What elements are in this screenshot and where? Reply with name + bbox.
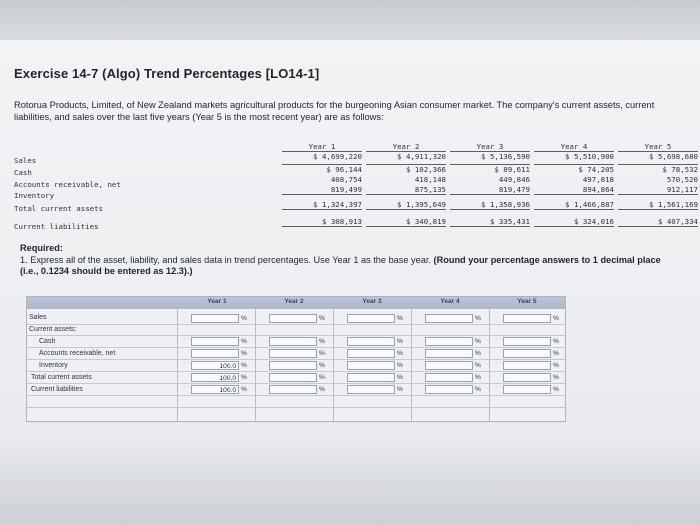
cell: $ 5,510,900: [565, 152, 614, 161]
percent-sign: %: [241, 374, 247, 381]
receivables-year5-input[interactable]: [503, 349, 551, 358]
cell: 912,117: [618, 185, 698, 195]
grid-header-year: Year 5: [517, 298, 537, 305]
year-header: Year 3: [450, 142, 530, 152]
receivables-year2-input[interactable]: [269, 349, 317, 358]
column-divider: [489, 309, 490, 421]
row-label: Cash: [14, 168, 32, 177]
grid-header-year: Year 4: [440, 298, 460, 305]
cell: $ 102,366: [366, 164, 446, 174]
percent-sign: %: [553, 315, 559, 322]
current-liabilities-year4-input[interactable]: [425, 385, 473, 394]
trend-percentage-grid: [26, 296, 566, 422]
inventory-year2-input[interactable]: [269, 361, 317, 370]
percent-sign: %: [397, 350, 403, 357]
row-label: Inventory: [14, 191, 55, 200]
percent-sign: %: [553, 374, 559, 381]
required-instructions: [20, 243, 680, 278]
cell: $ 1,358,936: [450, 200, 530, 210]
percent-sign: %: [475, 350, 481, 357]
row-label: Accounts receivable, net: [14, 180, 121, 189]
percent-sign: %: [475, 386, 481, 393]
row-label: Total current assets: [14, 204, 103, 213]
receivables-year3-input[interactable]: [347, 349, 395, 358]
grid-row-label: Total current assets: [31, 374, 92, 381]
grid-row-label: Accounts receivable, net: [39, 350, 116, 357]
percent-sign: %: [241, 338, 247, 345]
percent-sign: %: [241, 362, 247, 369]
percent-sign: %: [319, 374, 325, 381]
cell: 894,864: [534, 185, 614, 195]
percent-sign: %: [241, 315, 247, 322]
cell: $ 4,699,220: [313, 152, 362, 161]
cell: 418,148: [414, 175, 446, 184]
percent-sign: %: [553, 386, 559, 393]
bottom-shadow: [0, 440, 700, 525]
receivables-year4-input[interactable]: [425, 349, 473, 358]
percent-sign: %: [397, 338, 403, 345]
top-margin: [0, 0, 700, 40]
cell: $ 1,395,649: [366, 200, 446, 210]
cell: $ 5,136,590: [481, 152, 530, 161]
sales-year5-input[interactable]: [503, 314, 551, 323]
cell: $ 4,911,320: [397, 152, 446, 161]
cell: $ 74,205: [534, 164, 614, 174]
percent-sign: %: [241, 386, 247, 393]
sales-year4-input[interactable]: [425, 314, 473, 323]
cell: $ 308,913: [282, 217, 362, 227]
current-liabilities-year1-input[interactable]: 100.0: [191, 385, 239, 394]
cell: $ 340,819: [366, 217, 446, 227]
cell: $ 1,466,887: [534, 200, 614, 210]
row-divider: [27, 359, 565, 360]
sales-year1-input[interactable]: [191, 314, 239, 323]
column-divider: [255, 309, 256, 421]
required-text: 1. Express all of the asset, liability, and sales data in trend percentages. Use Year 1 as the base year.: [20, 254, 431, 265]
percent-sign: %: [319, 386, 325, 393]
inventory-year4-input[interactable]: [425, 361, 473, 370]
grid-header-year: Year 2: [284, 298, 304, 305]
percent-sign: %: [397, 386, 403, 393]
inventory-year3-input[interactable]: [347, 361, 395, 370]
cell: $ 78,532: [618, 164, 698, 174]
cell: 497,818: [582, 175, 614, 184]
grid-header-year: Year 3: [362, 298, 382, 305]
cell: 875,135: [366, 185, 446, 195]
grid-row-label: Current assets:: [29, 326, 77, 333]
cash-year3-input[interactable]: [347, 337, 395, 346]
row-label: Sales: [14, 156, 37, 165]
percent-sign: %: [475, 315, 481, 322]
row-divider: [27, 395, 565, 396]
row-label: Current liabilities: [14, 222, 99, 231]
cell: 408,754: [330, 175, 362, 184]
total-current-assets-year2-input[interactable]: [269, 373, 317, 382]
exercise-title: Exercise 14-7 (Algo) Trend Percentages [LO14-1]: [14, 66, 320, 81]
receivables-year1-input[interactable]: [191, 349, 239, 358]
percent-sign: %: [475, 362, 481, 369]
column-divider: [333, 309, 334, 421]
cell: $ 335,431: [450, 217, 530, 227]
grid-row-label: Current liabilities: [31, 386, 83, 393]
sales-year3-input[interactable]: [347, 314, 395, 323]
row-divider: [27, 324, 565, 325]
inventory-year5-input[interactable]: [503, 361, 551, 370]
cell: 570,520: [666, 175, 698, 184]
inventory-year1-input[interactable]: 100.0: [191, 361, 239, 370]
percent-sign: %: [319, 350, 325, 357]
row-divider: [27, 347, 565, 348]
cell: $ 5,698,680: [649, 152, 698, 161]
cash-year4-input[interactable]: [425, 337, 473, 346]
cell: 449,846: [498, 175, 530, 184]
grid-row-label: Cash: [39, 338, 56, 345]
column-divider: [177, 309, 178, 421]
cell: $ 89,611: [450, 164, 530, 174]
percent-sign: %: [397, 374, 403, 381]
percent-sign: %: [553, 362, 559, 369]
percent-sign: %: [475, 374, 481, 381]
year-header: Year 4: [534, 142, 614, 152]
grid-row-label: Sales: [29, 314, 47, 321]
percent-sign: %: [397, 315, 403, 322]
total-current-assets-year5-input[interactable]: [503, 373, 551, 382]
problem-intro: Rotorua Products, Limited, of New Zealand markets agricultural products for the burgeoning Asian consumer market. The company's current assets, current liabilities, and sales over the last five years (Year 5 is the most recent year) are as follows:: [14, 100, 655, 122]
required-heading: Required:: [20, 243, 63, 253]
cell: 819,499: [282, 185, 362, 195]
current-liabilities-year3-input[interactable]: [347, 385, 395, 394]
row-divider: [27, 335, 565, 336]
sales-year2-input[interactable]: [269, 314, 317, 323]
percent-sign: %: [553, 350, 559, 357]
cash-year2-input[interactable]: [269, 337, 317, 346]
column-divider: [411, 309, 412, 421]
cell: $ 96,144: [282, 164, 362, 174]
cell: $ 1,324,397: [282, 200, 362, 210]
percent-sign: %: [475, 338, 481, 345]
cell: 819,479: [450, 185, 530, 195]
row-divider: [27, 371, 565, 372]
cell: $ 324,016: [534, 217, 614, 227]
grid-header-year: Year 1: [207, 298, 227, 305]
total-current-assets-year3-input[interactable]: [347, 373, 395, 382]
cash-year5-input[interactable]: [503, 337, 551, 346]
percent-sign: %: [241, 350, 247, 357]
cell: $ 407,334: [618, 217, 698, 227]
grid-row-label: Inventory: [39, 362, 68, 369]
percent-sign: %: [319, 338, 325, 345]
data-table: [14, 140, 698, 231]
cell: $ 1,561,169: [618, 200, 698, 210]
cash-year1-input[interactable]: [191, 337, 239, 346]
percent-sign: %: [319, 362, 325, 369]
percent-sign: %: [319, 315, 325, 322]
total-current-assets-year1-input[interactable]: 100.0: [191, 373, 239, 382]
current-liabilities-year2-input[interactable]: [269, 385, 317, 394]
total-current-assets-year4-input[interactable]: [425, 373, 473, 382]
year-header: Year 2: [366, 142, 446, 152]
percent-sign: %: [397, 362, 403, 369]
percent-sign: %: [553, 338, 559, 345]
row-divider: [27, 383, 565, 384]
year-header: Year 5: [618, 142, 698, 152]
year-header: Year 1: [282, 142, 362, 152]
required-rounding-note: (Round your percentage answers to 1 decimal place (i.e., 0.1234 should be entered as 12.3).): [20, 254, 661, 276]
row-divider: [27, 407, 565, 408]
current-liabilities-year5-input[interactable]: [503, 385, 551, 394]
